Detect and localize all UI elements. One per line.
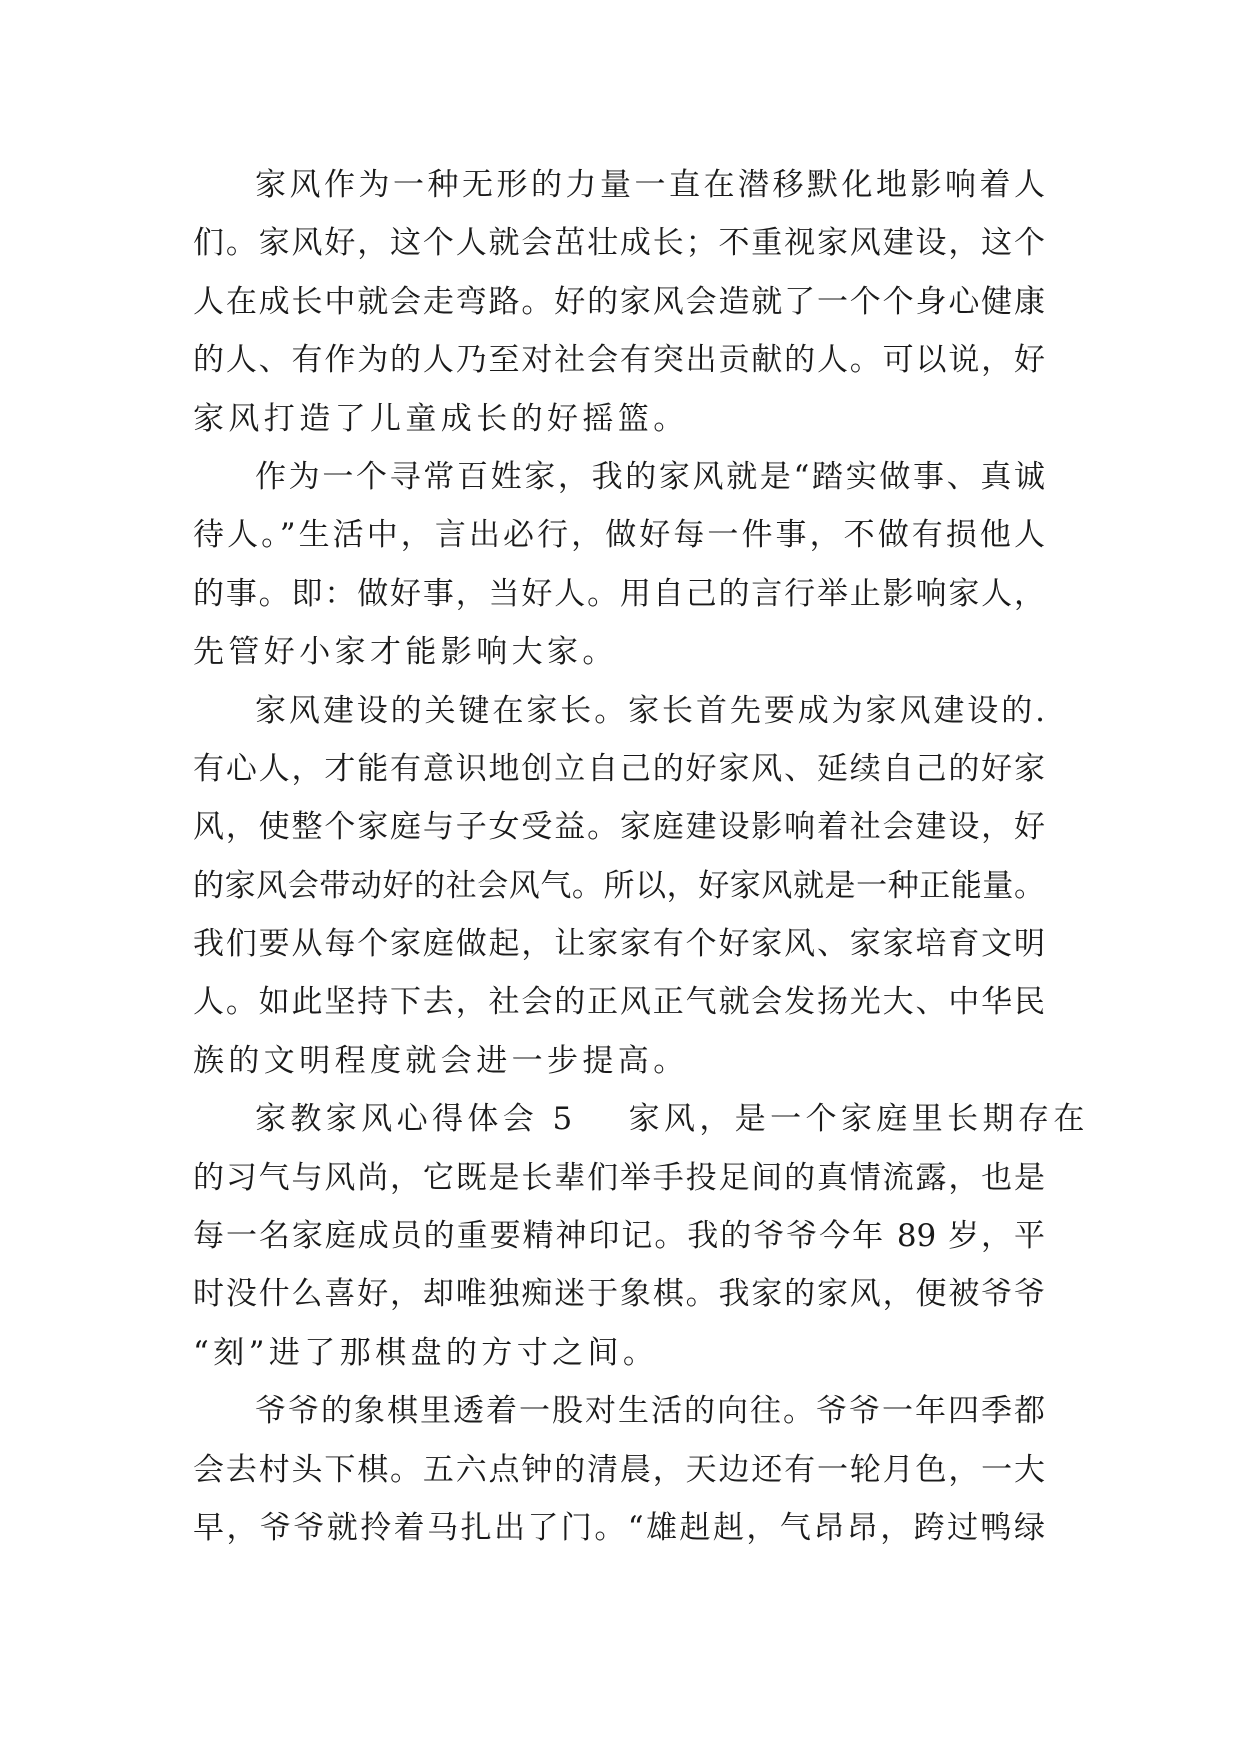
text-line: 的家风会带动好的社会风气。所以，好家风就是一种正能量。 — [193, 867, 1045, 904]
paragraph — [193, 682, 1045, 1091]
section-heading: 家教家风心得体会 5 — [255, 1101, 577, 1138]
text-line — [193, 390, 1045, 448]
text-line — [193, 623, 1045, 681]
text-line: 人。如此坚持下去，社会的正风正气就会发扬光大、中华民 — [193, 984, 1045, 1021]
text-line-content: 家风打造了儿童成长的好摇篮。 — [193, 400, 689, 437]
text-line: 早，爷爷就拎着马扎出了门。“雄赳赳，气昂昂，跨过鸭绿 — [193, 1509, 1045, 1546]
text-line: 会去村头下棋。五六点钟的清晨，天边还有一轮月色，一大 — [193, 1451, 1045, 1488]
text-line — [193, 1324, 1045, 1382]
text-line: 待人。”生活中，言出必行，做好每一件事，不做有损他人 — [193, 517, 1045, 554]
text-line-content: 先管好小家才能影响大家。 — [193, 634, 618, 671]
text-line: 家风作为一种无形的力量一直在潜移默化地影响着人 — [255, 167, 1045, 203]
text-line: 时没什么喜好，却唯独痴迷于象棋。我家的家风，便被爷爷 — [193, 1276, 1045, 1313]
text-line-content: “刻”进了那棋盘的方寸之间。 — [193, 1334, 659, 1371]
text-line: 风，使整个家庭与子女受益。家庭建设影响着社会建设，好 — [193, 809, 1045, 846]
text-line: 爷爷的象棋里透着一股对生活的向往。爷爷一年四季都 — [255, 1393, 1045, 1430]
text-line-content: 家风，是一个家庭里长期存在 — [628, 1101, 1089, 1138]
text-line: 的事。即：做好事，当好人。用自己的言行举止影响家人， — [193, 575, 1045, 612]
paragraph — [193, 448, 1045, 682]
paragraph — [193, 156, 1045, 448]
text-line: 我们要从每个家庭做起，让家家有个好家风、家家培育文明 — [193, 926, 1045, 963]
text-line: 的人、有作为的人乃至对社会有突出贡献的人。可以说，好 — [193, 342, 1045, 379]
text-line-content: 族的文明程度就会进一步提高。 — [193, 1042, 689, 1079]
text-line: 作为一个寻常百姓家，我的家风就是“踏实做事、真诚 — [255, 458, 1045, 495]
text-line: 的习气与风尚，它既是长辈们举手投足间的真情流露，也是 — [193, 1159, 1045, 1196]
document-body — [193, 156, 1089, 1557]
text-line: 有心人，才能有意识地创立自己的好家风、延续自己的好家 — [193, 750, 1045, 787]
text-line — [193, 1032, 1045, 1090]
text-line — [193, 1090, 1089, 1148]
text-line: 每一名家庭成员的重要精神印记。我的爷爷今年 89 岁，平 — [193, 1218, 1045, 1255]
text-line: 家风建设的关键在家长。家长首先要成为家风建设的. — [255, 692, 1045, 729]
paragraph — [193, 1382, 1045, 1557]
paragraph — [193, 1090, 1089, 1382]
text-line: 们。家风好，这个人就会茁壮成长；不重视家风建设，这个 — [193, 225, 1045, 262]
text-line: 人在成长中就会走弯路。好的家风会造就了一个个身心健康 — [193, 283, 1045, 320]
